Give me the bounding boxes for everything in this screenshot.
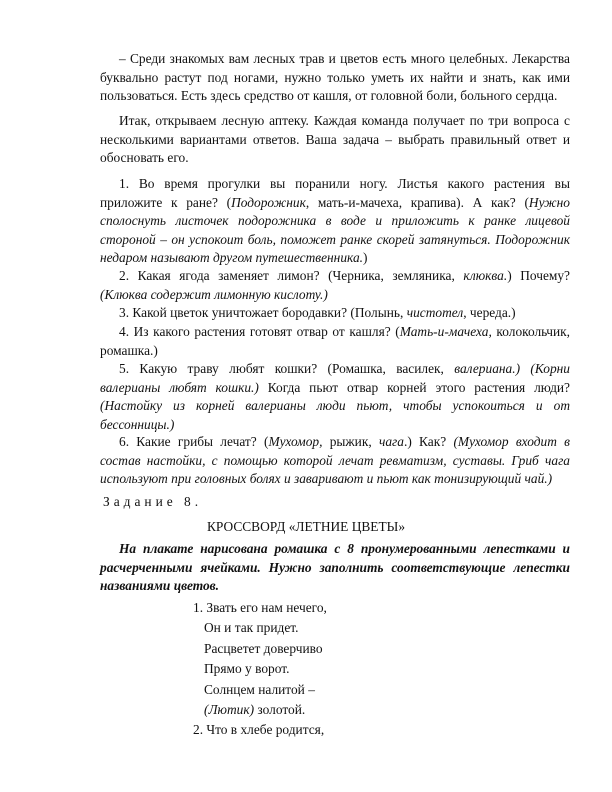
q4-rest: колокольчик, ромашка.) [100,324,571,358]
poem-line-6 [193,700,327,720]
q3-rest: , череда.) [463,305,516,320]
q2-why: ) Почему? [507,268,571,283]
q4-text: 4. Из какого растения готовят отвар от кашля? ( [119,324,400,339]
q1-text: 1. Во время прогулки вы поранили ногу. Листья какого растения вы приложите к ране? ( [100,176,570,210]
intro-text-2: Итак, открываем лесную аптеку. Каждая команда получает по три вопроса с несколькими вариантами ответов. Ваша задача – выбрать правильный ответ и обосновать его. [100,113,570,166]
poem-line-3: Расцветет доверчиво [204,640,323,656]
question-1 [100,175,570,268]
q2-text: 2. Какая ягода заменяет лимон? (Черника, земляника, [119,268,464,283]
q1-close: ) [363,250,368,266]
poem-line-2: Он и так придет. [204,620,299,636]
crossword-intro-text: На плакате нарисована ромашка с 8 пронумерованными лепестками и расчерченными ячейками. Нужно заполнить соответствующие лепестки названиями цветов. [100,541,570,594]
q1-answer: Подорожник [231,194,306,210]
q3-text: 3. Какой цветок уничтожает бородавки? (Полынь, [119,305,407,320]
intro-text-1: – Среди знакомых вам лесных трав и цветов есть много целебных. Лекарства буквально растут под ногами, нужно только уметь их найти и знать, как ими пользоваться. Есть здесь средство от кашля, от головной боли, больного сердца. [100,51,570,104]
q2-explanation: (Клюква содержит лимонную кислоту.) [100,286,328,302]
poem-line-7: 2. Что в хлебе родится, [193,722,325,738]
crossword-intro [100,540,570,596]
q6-answer-1: Мухомор, [268,434,323,449]
intro-paragraph-2 [100,112,570,168]
task-heading: Задание 8. [103,494,203,509]
question-4 [100,323,570,360]
poem-line-4: Прямо у ворот. [204,661,290,677]
q4-answer: Мать-и-мачеха, [399,324,492,339]
q5-answer: валериана.) [454,361,521,376]
q1-how: ). А как? ( [456,194,529,210]
crossword-title: КРОССВОРД «ЛЕТНИЕ ЦВЕТЫ» [206,519,406,534]
q5-explanation-2: (Настойку из корней валерианы люди пьют, чтобы успокоиться и от бессонницы.) [100,398,570,432]
q5-explanation-1: (Корни валерианы любят кошки.) [100,361,570,395]
intro-paragraph-1 [100,50,570,106]
q2-answer: клюква. [463,268,508,283]
question-5 [100,360,570,434]
question-2 [100,267,570,304]
q5-text: 5. Какую траву любят кошки? (Ромашка, василек, [119,361,455,376]
q6-middle: рыжик, [322,434,379,449]
q6-explanation: (Мухомор входит в состав настойки, с помощью которой лечат ревматизм, суставы. Гриб чага используют при головных болях и заваривают и пьют как тонизирующий чай.) [100,434,570,487]
poem-line-6-rest: золотой. [254,702,306,718]
question-3 [100,304,570,323]
poem-line-5: Солнцем налитой – [204,681,315,697]
q6-how: .) Как? [403,434,454,449]
q5-question-2: Когда пьют отвар корней этого растения люди? [258,379,571,395]
poem-line-1: 1. Звать его нам нечего, [193,600,327,615]
poem-answer: (Лютик) [204,702,255,718]
q1-options: , мать-и-мачеха, крапива [305,194,457,210]
q3-answer: чистотел [406,305,464,320]
riddle-poem [193,598,327,741]
q6-text: 6. Какие грибы лечат? ( [119,434,269,449]
question-6 [100,433,570,489]
q6-answer-2: чага [378,434,404,449]
q1-explanation: Нужно сполоснуть листочек подорожника в воде и приложить к ранке лицевой стороной – он успокоит боль, поможет ранке скорей затянуться. Подорожник недаром называют другом путешественника. [100,194,570,266]
